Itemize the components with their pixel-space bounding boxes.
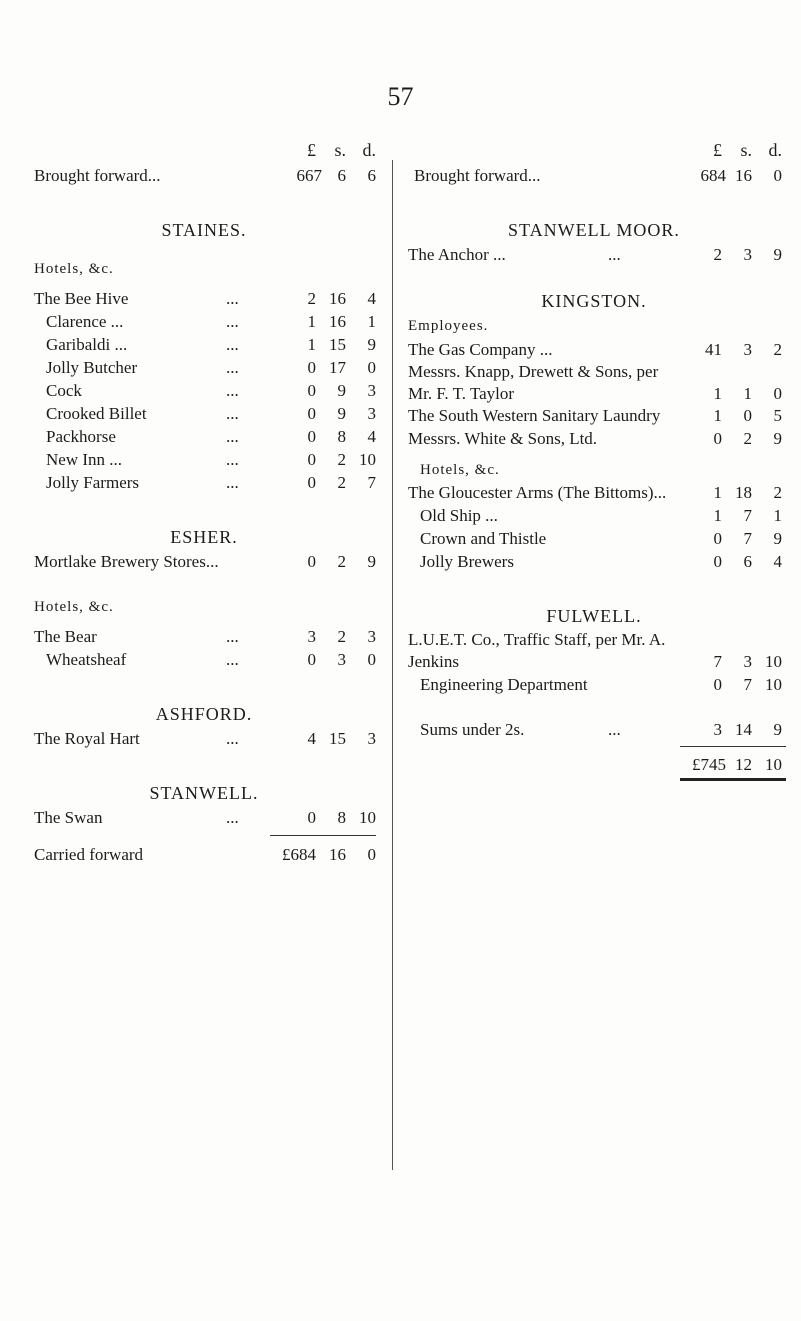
amount-pounds: 684 [700,166,726,185]
item-name: The Bee Hive [34,289,129,308]
right-column [408,140,780,784]
total-rule-wrap [408,776,780,784]
list-item [34,356,374,379]
item-name: Sums under 2s. [420,720,525,739]
list-item [34,333,374,356]
item-name: The Gloucester Arms (The Bittoms)... [408,483,667,502]
amount-shillings: 16 [329,289,346,308]
list-item [408,550,780,573]
sum-rule [680,746,786,747]
item-name: The Gas Company ... [408,340,553,359]
list-item [408,405,780,427]
amount-pence: 9 [773,429,782,448]
amount-pounds: 41 [705,340,722,359]
amount-pounds: 0 [713,429,722,448]
amount-pounds: 1 [713,506,722,525]
item-name: New Inn ... [46,450,123,469]
item-name: Garibaldi ... [46,335,128,354]
item-name: Jolly Butcher [46,358,138,377]
amount-pence: 0 [367,650,376,669]
sum-rule-wrap [408,741,780,753]
item-name: Engineering Department [420,675,588,694]
leader-dots: ... [226,335,239,354]
amount-pence: 0 [367,845,376,864]
amount-pounds: 0 [307,808,316,827]
amount-pence: 2 [773,340,782,359]
amount-pounds: 0 [307,381,316,400]
amount-pounds: 667 [296,166,322,185]
amount-pounds: 3 [713,720,722,739]
pence-header: d. [768,140,782,160]
total-shillings: 12 [735,755,752,774]
amount-pounds: 1 [713,483,722,502]
amount-pence: 0 [773,384,782,403]
leader-dots: ... [226,627,239,646]
amount-pence: 10 [359,808,376,827]
amount-shillings: 1 [743,384,752,403]
list-item [34,448,374,471]
item-name: The Anchor ... [408,245,506,264]
total-row [408,753,780,776]
amount-pounds: 1 [307,312,316,331]
amount-pence: 9 [773,720,782,739]
list-item [34,287,374,310]
pound-header: £ [713,140,722,160]
amount-shillings: 16 [329,845,346,864]
subheading-hotels: Hotels, &c. [420,462,500,478]
amount-pounds: 0 [713,529,722,548]
brought-forward-row [34,164,374,187]
pound-header: £ [307,140,316,160]
brought-forward-row [408,164,780,187]
amount-shillings: 9 [337,381,346,400]
leader-dots: ... [226,381,239,400]
amount-pence: 4 [367,427,376,446]
amount-shillings: 7 [743,675,752,694]
amount-shillings: 0 [743,406,752,425]
brought-forward-label: Brought forward... [414,166,541,185]
amount-pence: 9 [773,529,782,548]
list-item [34,648,374,671]
amount-pounds: 0 [713,552,722,571]
amount-shillings: 2 [337,552,346,571]
left-column [34,140,374,866]
item-name: Messrs. Knapp, Drewett & Sons, per Mr. F. T. Taylor [408,362,659,403]
amount-pounds: 0 [307,552,316,571]
amount-pence: 4 [367,289,376,308]
amount-pence: 4 [773,552,782,571]
item-name: Jolly Farmers [46,473,140,492]
amount-pence: 3 [367,729,376,748]
item-name: The Royal Hart [34,729,140,748]
amount-shillings: 8 [337,427,346,446]
list-item [34,425,374,448]
leader-dots: ... [608,720,621,739]
leader-dots: ... [226,358,239,377]
amount-pounds: 7 [713,652,722,671]
amount-shillings: 2 [337,450,346,469]
list-item [34,550,374,573]
total-pence: 10 [765,755,782,774]
list-item [34,471,374,494]
item-name: The Swan [34,808,103,827]
amount-pounds: 1 [307,335,316,354]
amount-pounds: 0 [307,650,316,669]
amount-pence: 7 [367,473,376,492]
amount-shillings: 16 [329,312,346,331]
amount-pence: 9 [367,335,376,354]
sum-rule [270,835,376,836]
leader-dots: ... [226,473,239,492]
list-item [34,625,374,648]
amount-pounds: 0 [307,450,316,469]
amount-pence: 6 [367,166,376,185]
amount-pounds: 2 [307,289,316,308]
list-item [408,629,780,673]
leader-dots: ... [226,450,239,469]
amount-pence: 3 [367,381,376,400]
amount-pounds: £684 [282,845,316,864]
amount-pounds: 0 [713,675,722,694]
amount-pence: 5 [773,406,782,425]
item-name: Cock [46,381,82,400]
section-heading-fulwell: FULWELL. [546,606,642,626]
leader-dots: ... [226,650,239,669]
section-heading-ashford: ASHFORD. [155,704,253,724]
sums-under-row [408,718,780,741]
item-name: The South Western Sanitary Laundry [408,406,661,425]
amount-shillings: 16 [735,166,752,185]
section-heading-stanwell-moor: STANWELL MOOR. [508,220,680,240]
list-item [34,806,374,829]
amount-shillings: 18 [735,483,752,502]
list-item [408,482,780,504]
sum-rule-wrap [34,829,374,843]
brought-forward-label: Brought forward... [34,166,161,185]
amount-pence: 2 [773,483,782,502]
leader-dots: ... [226,808,239,827]
amount-pence: 3 [367,404,376,423]
leader-dots: ... [226,289,239,308]
amount-pounds: 1 [713,406,722,425]
leader-dots: ... [226,729,239,748]
leader-dots: ... [226,312,239,331]
leader-dots: ... [608,245,621,264]
shillings-header: s. [740,140,752,160]
amount-pence: 0 [773,166,782,185]
amount-shillings: 3 [337,650,346,669]
page-number: 57 [387,82,414,111]
carried-forward-row [34,843,374,866]
pence-header: d. [362,140,376,160]
amount-pounds: 0 [307,358,316,377]
item-name: Crooked Billet [46,404,147,423]
column-header [408,140,780,164]
amount-shillings: 14 [735,720,752,739]
list-item [408,361,780,405]
list-item [408,427,780,450]
list-item [34,402,374,425]
amount-shillings: 6 [743,552,752,571]
item-name: Clarence ... [46,312,124,331]
amount-shillings: 2 [743,429,752,448]
section-heading-staines: STAINES. [161,220,247,240]
total-double-rule [680,778,786,781]
item-name: L.U.E.T. Co., Traffic Staff, per Mr. A. Jenkins [408,630,666,671]
amount-shillings: 15 [329,729,346,748]
item-name: Packhorse [46,427,116,446]
amount-pence: 0 [367,358,376,377]
amount-pence: 1 [367,312,376,331]
amount-pounds: 0 [307,473,316,492]
amount-shillings: 9 [337,404,346,423]
subheading-hotels: Hotels, &c. [34,261,114,277]
carried-forward-label: Carried forward [34,845,144,864]
list-item [408,504,780,527]
item-name: Crown and Thistle [420,529,547,548]
item-name: The Bear [34,627,97,646]
list-item [408,243,780,266]
list-item [34,727,374,750]
list-item [34,310,374,333]
item-name: Old Ship ... [420,506,498,525]
leader-dots: ... [226,427,239,446]
amount-shillings: 8 [337,808,346,827]
amount-pounds: 0 [307,427,316,446]
amount-pence: 10 [765,652,782,671]
section-heading-kingston: KINGSTON. [541,291,647,311]
amount-shillings: 7 [743,529,752,548]
subheading-employees: Employees. [408,318,489,334]
amount-shillings: 2 [337,473,346,492]
amount-shillings: 6 [337,166,346,185]
amount-pence: 1 [773,506,782,525]
column-divider [392,160,393,1170]
item-name: Wheatsheaf [46,650,127,669]
amount-pounds: 0 [307,404,316,423]
amount-pence: 10 [765,675,782,694]
amount-pence: 3 [367,627,376,646]
section-heading-stanwell: STANWELL. [149,783,259,803]
amount-pence: 9 [367,552,376,571]
amount-shillings: 3 [743,652,752,671]
amount-pounds: 2 [713,245,722,264]
subheading-hotels: Hotels, &c. [34,599,114,615]
shillings-header: s. [334,140,346,160]
amount-shillings: 17 [329,358,346,377]
amount-shillings: 15 [329,335,346,354]
amount-pence: 9 [773,245,782,264]
amount-shillings: 3 [743,340,752,359]
amount-pounds: 1 [713,384,722,403]
list-item [408,527,780,550]
amount-pence: 10 [359,450,376,469]
leader-dots: ... [226,404,239,423]
staines-list [34,287,374,494]
item-name: Mortlake Brewery Stores... [34,552,219,571]
amount-pounds: 4 [307,729,316,748]
list-item [408,673,780,696]
amount-pounds: 3 [307,627,316,646]
amount-shillings: 2 [337,627,346,646]
amount-shillings: 3 [743,245,752,264]
total-pounds: £745 [692,755,726,774]
item-name: Messrs. White & Sons, Ltd. [408,429,598,448]
list-item [34,379,374,402]
list-item [408,338,780,361]
column-header [34,140,374,164]
section-heading-esher: ESHER. [170,527,238,547]
item-name: Jolly Brewers [420,552,514,571]
amount-shillings: 7 [743,506,752,525]
